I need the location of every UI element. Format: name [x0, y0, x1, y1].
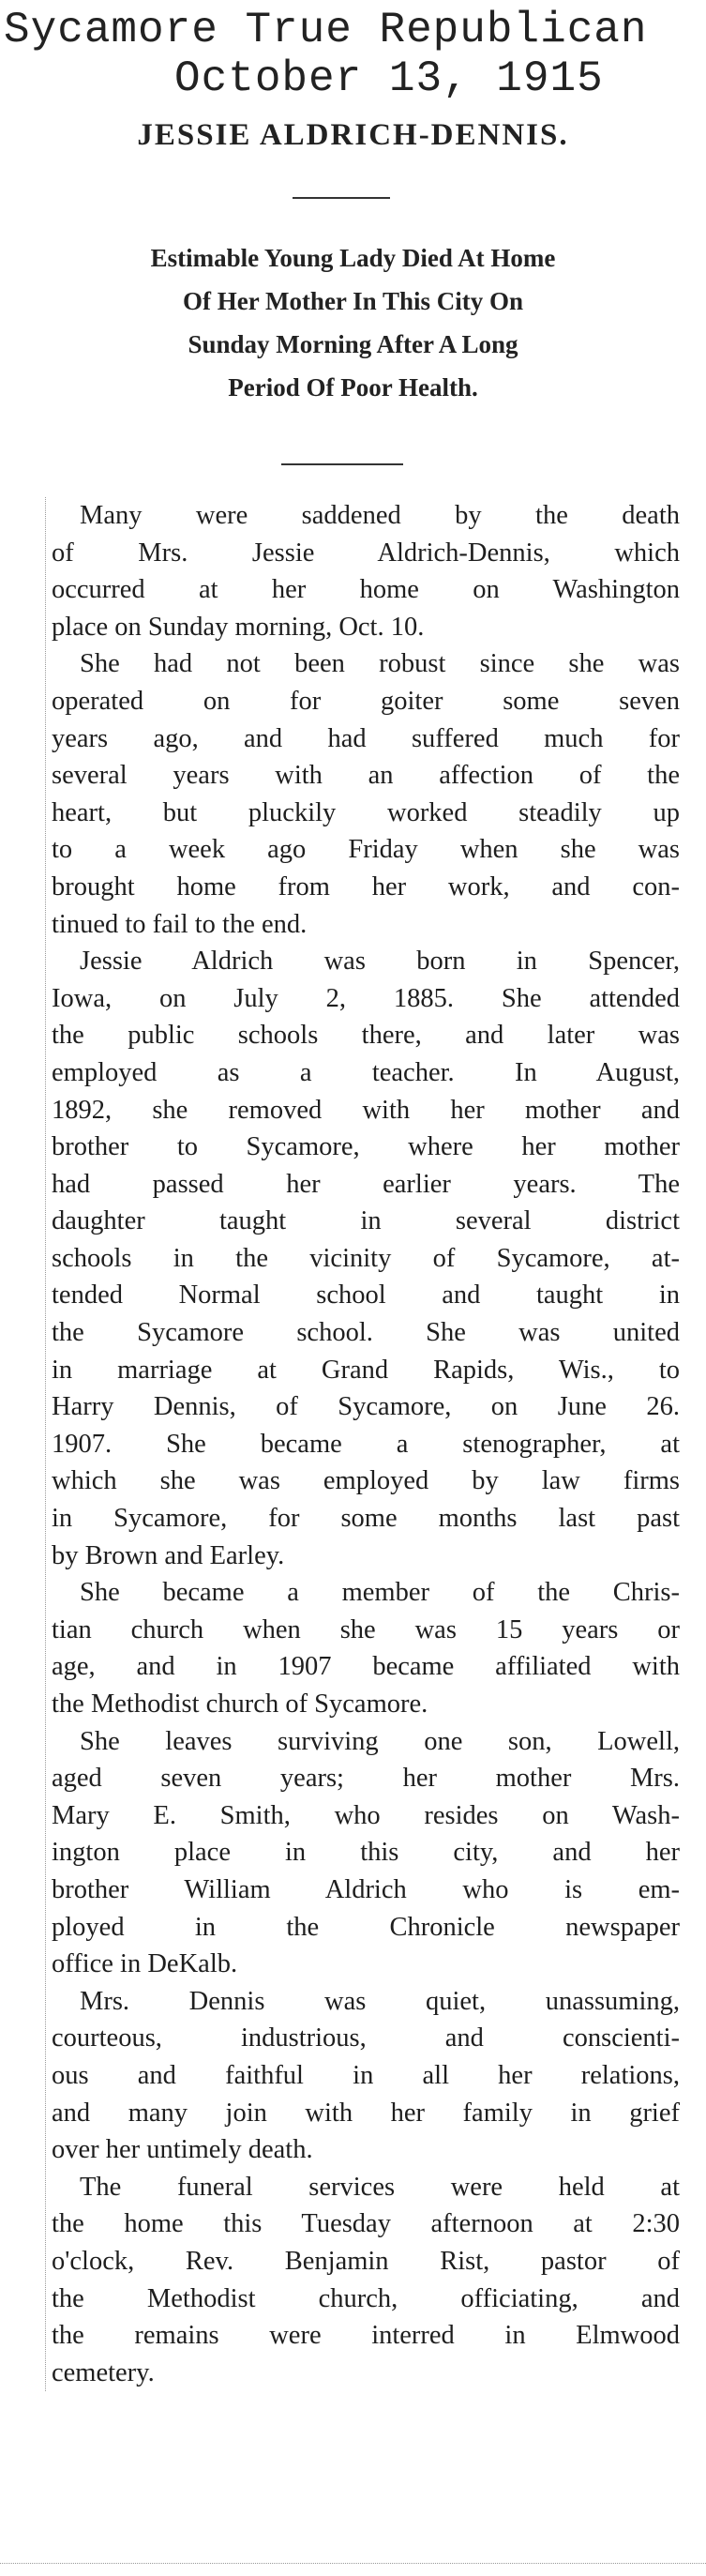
- text-line: had passed her earlier years. The: [52, 1169, 680, 1199]
- text-line: several years with an affection of the: [52, 761, 680, 791]
- text-line: tended Normal school and taught in: [52, 1280, 680, 1311]
- article-paragraph: [52, 2169, 680, 2392]
- text-line: office in DeKalb.: [52, 1949, 238, 1979]
- text-line: aged seven years; her mother Mrs.: [52, 1764, 680, 1794]
- text-line: courteous, industrious, and conscienti-: [52, 2023, 680, 2053]
- obituary-headline: JESSIE ALDRICH-DENNIS.: [137, 118, 569, 152]
- subhead-line: Estimable Young Lady Died At Home: [150, 244, 556, 272]
- article-paragraph: [52, 943, 680, 1574]
- text-line: Mary E. Smith, who resides on Wash-: [52, 1800, 680, 1830]
- text-line: the home this Tuesday afternoon at 2:30: [52, 2209, 680, 2239]
- text-line: cemetery.: [52, 2357, 155, 2387]
- text-line: Mrs. Dennis was quiet, unassuming,: [80, 1986, 680, 2016]
- article-paragraph: [52, 1983, 680, 2169]
- text-line: operated on for goiter some seven: [52, 686, 680, 716]
- text-line: The funeral services were held at: [80, 2172, 680, 2202]
- text-line: heart, but pluckily worked steadily up: [52, 797, 680, 827]
- text-line: ington place in this city, and her: [52, 1838, 680, 1868]
- obituary-body: [45, 497, 680, 2391]
- text-line: of Mrs. Jessie Aldrich-Dennis, which: [52, 538, 680, 568]
- text-line: the Methodist church, officiating, and: [52, 2283, 680, 2313]
- text-line: o'clock, Rev. Benjamin Rist, pastor of: [52, 2246, 680, 2276]
- text-line: in Sycamore, for some months last past: [52, 1504, 680, 1534]
- article-paragraph: [52, 645, 680, 943]
- text-line: place on Sunday morning, Oct. 10.: [52, 612, 425, 642]
- text-line: ployed in the Chronicle newspaper: [52, 1912, 680, 1942]
- text-line: She became a member of the Chris-: [80, 1578, 680, 1608]
- text-line: daughter taught in several district: [52, 1206, 680, 1236]
- text-line: which she was employed by law firms: [52, 1466, 680, 1496]
- text-line: ous and faithful in all her relations,: [52, 2060, 680, 2090]
- obituary-subheadline: [28, 236, 678, 409]
- text-line: 1907. She became a stenographer, at: [52, 1429, 680, 1459]
- text-line: Harry Dennis, of Sycamore, on June 26.: [52, 1392, 680, 1422]
- subhead-line: Period Of Poor Health.: [228, 373, 478, 402]
- text-line: occurred at her home on Washington: [52, 575, 680, 605]
- text-line: employed as a teacher. In August,: [52, 1057, 680, 1087]
- text-line: age, and in 1907 became affiliated with: [52, 1652, 680, 1682]
- text-line: She had not been robust since she was: [80, 649, 680, 679]
- text-line: the Sycamore school. She was united: [52, 1318, 680, 1348]
- text-line: the remains were interred in Elmwood: [52, 2321, 680, 2351]
- text-line: brought home from her work, and con-: [52, 871, 680, 902]
- article-paragraph: [52, 497, 680, 645]
- text-line: Jessie Aldrich was born in Spencer,: [80, 947, 680, 977]
- article-paragraph: [52, 1574, 680, 1722]
- text-line: and many join with her family in grief: [52, 2098, 680, 2128]
- text-line: brother to Sycamore, where her mother: [52, 1132, 680, 1162]
- text-line: She leaves surviving one son, Lowell,: [80, 1726, 680, 1756]
- subhead-line: Of Her Mother In This City On: [182, 287, 524, 315]
- text-line: schools in the vicinity of Sycamore, at-: [52, 1243, 680, 1273]
- headline-divider: [293, 197, 390, 199]
- text-line: in marriage at Grand Rapids, Wis., to: [52, 1355, 680, 1385]
- text-line: tian church when she was 15 years or: [52, 1614, 680, 1644]
- text-line: years ago, and had suffered much for: [52, 723, 680, 753]
- text-line: tinued to fail to the end.: [52, 909, 308, 939]
- newspaper-name: Sycamore True Republican: [4, 6, 648, 54]
- column-bottom-edge: [0, 2563, 706, 2564]
- text-line: Many were saddened by the death: [80, 501, 680, 530]
- subhead-line: Sunday Morning After A Long: [188, 330, 518, 358]
- text-line: over her untimely death.: [52, 2135, 313, 2165]
- text-line: brother William Aldrich who is em-: [52, 1874, 680, 1904]
- text-line: the Methodist church of Sycamore.: [52, 1690, 428, 1719]
- text-line: to a week ago Friday when she was: [52, 835, 680, 865]
- text-line: 1892, she removed with her mother and: [52, 1095, 680, 1125]
- article-paragraph: [52, 1723, 680, 1983]
- text-line: the public schools there, and later was: [52, 1021, 680, 1051]
- text-line: Iowa, on July 2, 1885. She attended: [52, 983, 680, 1013]
- text-line: by Brown and Earley.: [52, 1540, 285, 1570]
- masthead: [0, 6, 706, 103]
- publication-date: October 13, 1915: [174, 54, 604, 103]
- subhead-divider: [281, 463, 403, 465]
